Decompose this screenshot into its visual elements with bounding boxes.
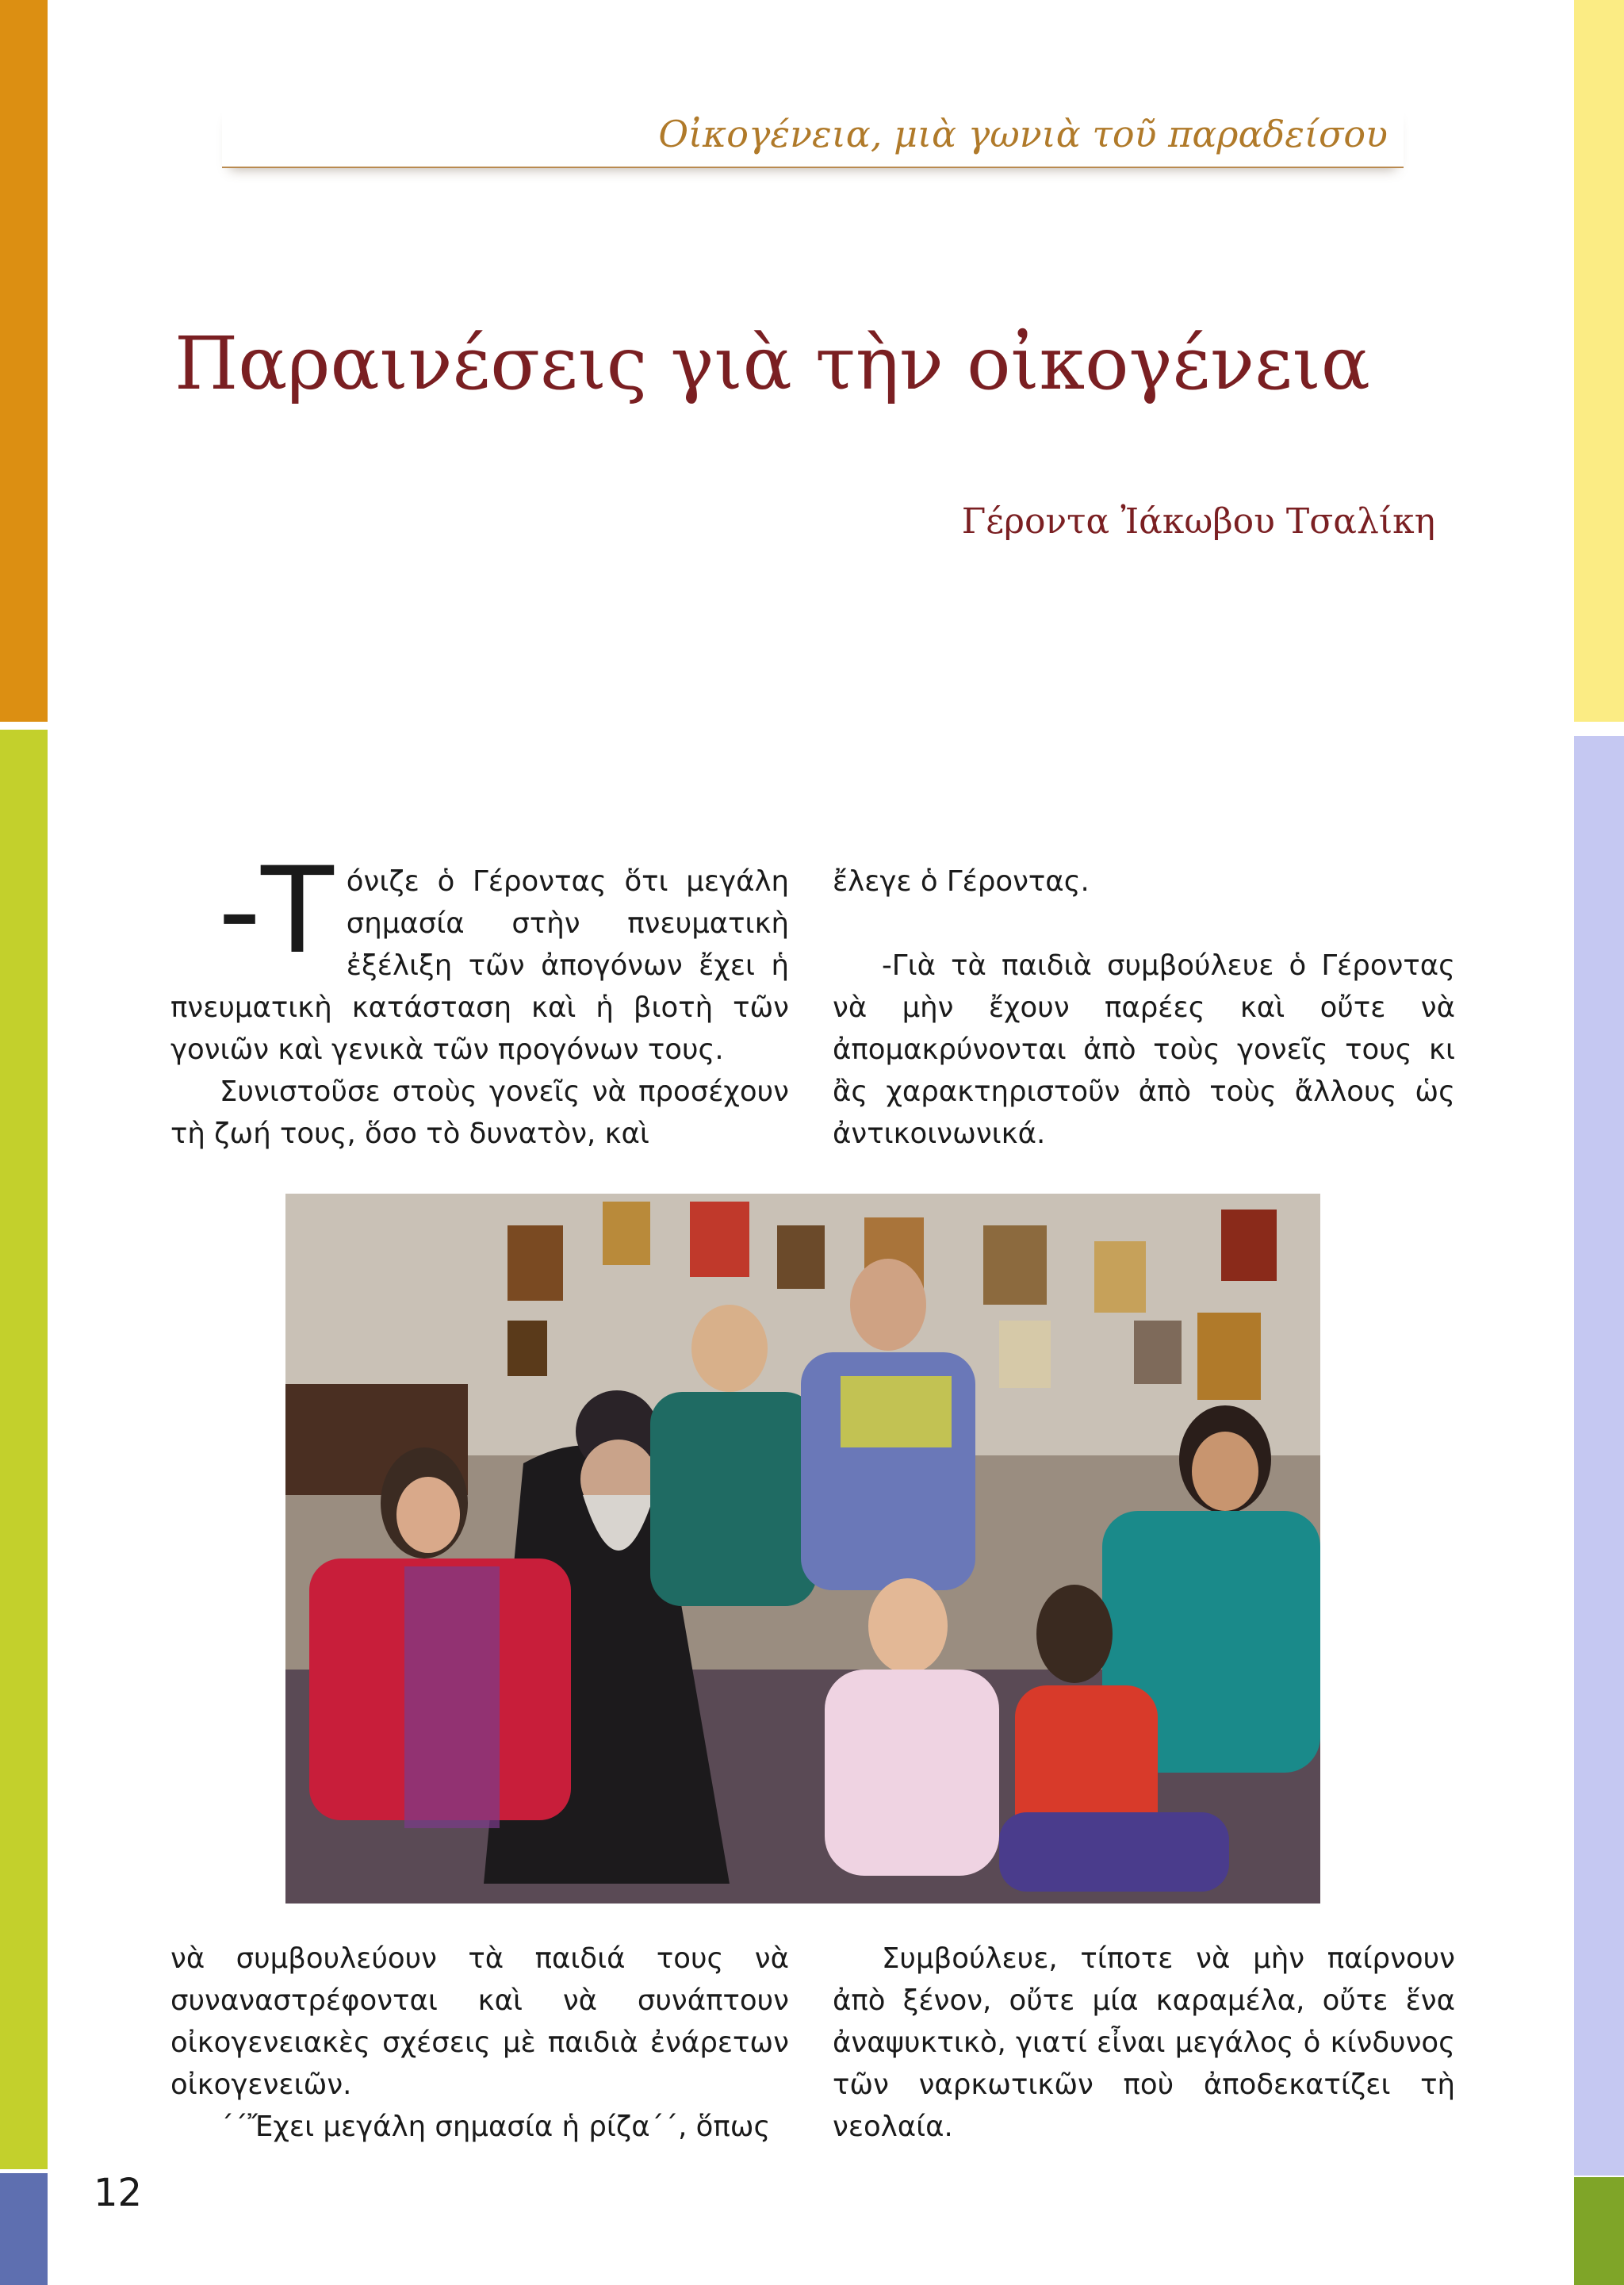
right-yellow-bar xyxy=(1574,0,1624,722)
column-left-bottom xyxy=(170,1938,789,2148)
page-number: 12 xyxy=(94,2171,143,2215)
running-head-text: Οἰκογένεια, μιὰ γωνιὰ τοῦ παραδείσου xyxy=(658,113,1388,155)
right-green-bar xyxy=(1574,2177,1624,2285)
family-photo xyxy=(285,1194,1320,1904)
left-lime-bar xyxy=(0,730,48,2169)
paragraph: ἔλεγε ὁ Γέροντας. xyxy=(833,865,1090,898)
right-lavender-bar xyxy=(1574,736,1624,2176)
left-blue-bar xyxy=(0,2173,48,2285)
paragraph: ΄΄Ἔχει μεγάλη σημασία ἡ ρίζα΄΄, ὅπως xyxy=(220,2111,771,2143)
paragraph: Συμβούλευε, τίποτε νὰ μὴν παίρνουν ἀπὸ ξένον, οὔτε μία καραμέλα, οὔτε ἕνα ἀναψυκτικὸ, γιατί εἶναι μεγάλος ὁ κίνδυνος τῶν ναρκωτικῶν ποὺ ἀποδεκατίζει τὴ νεολαία. xyxy=(833,1942,1455,2143)
column-left-top xyxy=(170,842,789,1155)
paragraph: Συνιστοῦσε στοὺς γονεῖς νὰ προσέχουν τὴ ζωή τους, ὅσο τὸ δυνατὸν, καὶ xyxy=(170,1075,789,1150)
paragraph: -Γιὰ τὰ παιδιὰ συμβούλευε ὁ Γέροντας νὰ μὴν ἔχουν παρέες καὶ οὔτε νὰ ἀπομακρύνονται ἀπὸ τοὺς γονεῖς τους κι ἂς χαρακτηριστοῦν ἀπὸ τοὺς ἄλλους ὡς ἀντικοινωνικά. xyxy=(833,949,1455,1150)
paragraph: νὰ συμβουλεύουν τὰ παιδιά τους νὰ συναναστρέφονται καὶ νὰ συνάπτουν οἰκογενειακὲς σχέσεις μὲ παιδιὰ ἐνάρετων οἰκογενειῶν. xyxy=(170,1942,789,2101)
article-title: Παραινέσεις γιὰ τὴν οἰκογένεια xyxy=(174,321,1370,406)
photo-illustration xyxy=(285,1194,1320,1904)
left-orange-bar xyxy=(0,0,48,722)
article-author: Γέροντα Ἰάκωβου Τσαλίκη xyxy=(961,501,1435,542)
column-right-top xyxy=(833,861,1455,1155)
running-head xyxy=(222,103,1404,168)
drop-cap: -Τ xyxy=(218,842,334,980)
paragraph: όνιζε ὁ Γέροντας ὅτι μεγάλη σημασία στὴν πνευματικὴ ἐξέλιξη τῶν ἀπογόνων ἔχει ἡ πνευματικὴ κατάσταση καὶ ἡ βιοτὴ τῶν γονιῶν καὶ γενικὰ τῶν προγόνων τους. xyxy=(170,865,789,1066)
column-right-bottom xyxy=(833,1938,1455,2148)
